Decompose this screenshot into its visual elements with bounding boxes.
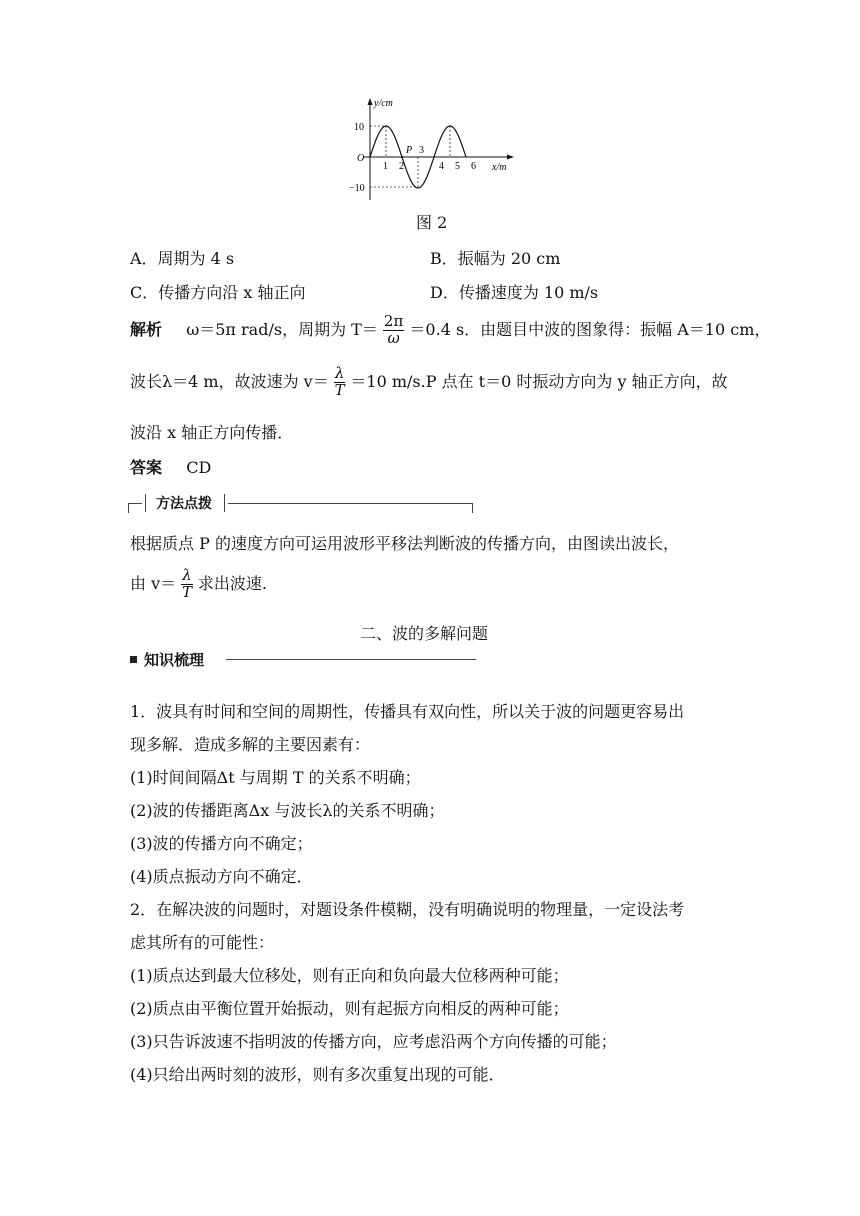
x-tick-4: 4 — [439, 161, 444, 172]
tip-text-2a: 由 v＝ — [130, 573, 177, 593]
p1-item-3: (3)波的传播方向不确定； — [130, 834, 313, 853]
speed-fraction — [334, 366, 346, 399]
knowledge-header-label: 知识梳理 — [144, 651, 205, 669]
analysis-line-3: 波沿 x 轴正方向传播． — [130, 423, 294, 442]
p1-item-2: (2)波的传播距离Δx 与波长λ的关系不明确； — [130, 801, 445, 820]
x-tick-3: 3 — [419, 145, 424, 156]
speed-fraction-num: λ — [334, 364, 345, 382]
option-c: C．传播方向沿 x 轴正向 — [130, 283, 306, 302]
x-tick-1: 1 — [383, 161, 388, 172]
tip-fraction-den: T — [181, 582, 192, 601]
y-axis-label: y/cm — [374, 98, 393, 109]
p2-item-2: (2)质点由平衡位置开始振动，则有起振方向相反的两种可能； — [130, 999, 569, 1018]
origin-label: O — [357, 153, 365, 164]
p2-line-2: 虑其所有的可能性： — [130, 933, 275, 952]
knowledge-header — [130, 649, 476, 671]
option-a: A．周期为 4 s — [130, 249, 235, 268]
figure-caption: 图 2 — [416, 213, 448, 232]
p2-item-1: (1)质点达到最大位移处，则有正向和负向最大位移两种可能； — [130, 966, 569, 985]
square-bullet-icon — [130, 656, 137, 663]
period-fraction-den: ω — [387, 328, 400, 347]
p2-item-4: (4)只给出两时刻的波形，则有多次重复出现的可能． — [130, 1065, 505, 1084]
p1-item-1: (1)时间间隔Δt 与周期 T 的关系不明确； — [130, 768, 421, 787]
y-tick-10: 10 — [354, 122, 364, 133]
tip-fraction-num: λ — [182, 566, 192, 584]
answer-label: 答案 — [130, 458, 163, 477]
wave-graph — [340, 92, 520, 202]
x-tick-6: 6 — [471, 161, 476, 172]
analysis-label: 解析 — [130, 319, 163, 339]
answer-value: CD — [186, 458, 212, 477]
analysis-text-2b: ＝10 m/s.P 点在 t＝0 时振动方向为 y 轴正方向，故 — [350, 371, 728, 391]
speed-fraction-den: T — [334, 380, 345, 399]
y-axis-arrow — [368, 98, 373, 105]
x-tick-2: 2 — [399, 161, 404, 172]
analysis-line-2 — [130, 366, 728, 399]
p2-item-3: (3)只告诉波速不指明波的传播方向，应考虑沿两个方向传播的可能； — [130, 1032, 617, 1051]
analysis-text-1a: ω＝5π rad/s，周期为 T＝ — [186, 319, 378, 339]
point-p-label: P — [406, 145, 413, 156]
option-b: B．振幅为 20 cm — [430, 249, 561, 268]
x-axis-label: x/m — [492, 162, 507, 173]
section-title: 二、波的多解问题 — [360, 624, 489, 643]
wave-figure — [340, 92, 520, 202]
tip-line-2 — [130, 568, 267, 601]
p1-line-1: 1．波具有时间和空间的周期性，传播具有双向性，所以关于波的问题更容易出 — [130, 702, 685, 721]
x-tick-5: 5 — [455, 161, 460, 172]
p2-line-1: 2．在解决波的问题时，对题设条件模糊，没有明确说明的物理量，一定设法考 — [130, 900, 685, 919]
p1-item-4: (4)质点振动方向不确定． — [130, 867, 313, 886]
tip-text-2b: 求出波速. — [197, 573, 267, 593]
option-d: D．传播速度为 10 m/s — [430, 283, 599, 302]
y-tick-neg10: −10 — [349, 183, 365, 194]
answer-line — [130, 455, 211, 478]
analysis-text-2a: 波长λ＝4 m，故波速为 v＝ — [130, 371, 329, 391]
method-tip-title: 方法点拨 — [156, 496, 212, 512]
point-p-marker — [401, 156, 403, 158]
tip-line-1: 根据质点 P 的速度方向可运用波形平移法判断波的传播方向，由图读出波长， — [130, 534, 679, 553]
analysis-line-1 — [130, 314, 770, 347]
method-tip-header — [128, 493, 474, 515]
period-fraction — [383, 314, 404, 347]
period-fraction-num: 2π — [383, 312, 404, 330]
x-axis-arrow — [507, 155, 514, 160]
p1-line-2: 现多解．造成多解的主要因素有： — [130, 735, 371, 754]
analysis-text-1b: ＝0.4 s．由题目中波的图象得：振幅 A＝10 cm， — [409, 319, 771, 339]
tip-fraction — [181, 568, 193, 601]
